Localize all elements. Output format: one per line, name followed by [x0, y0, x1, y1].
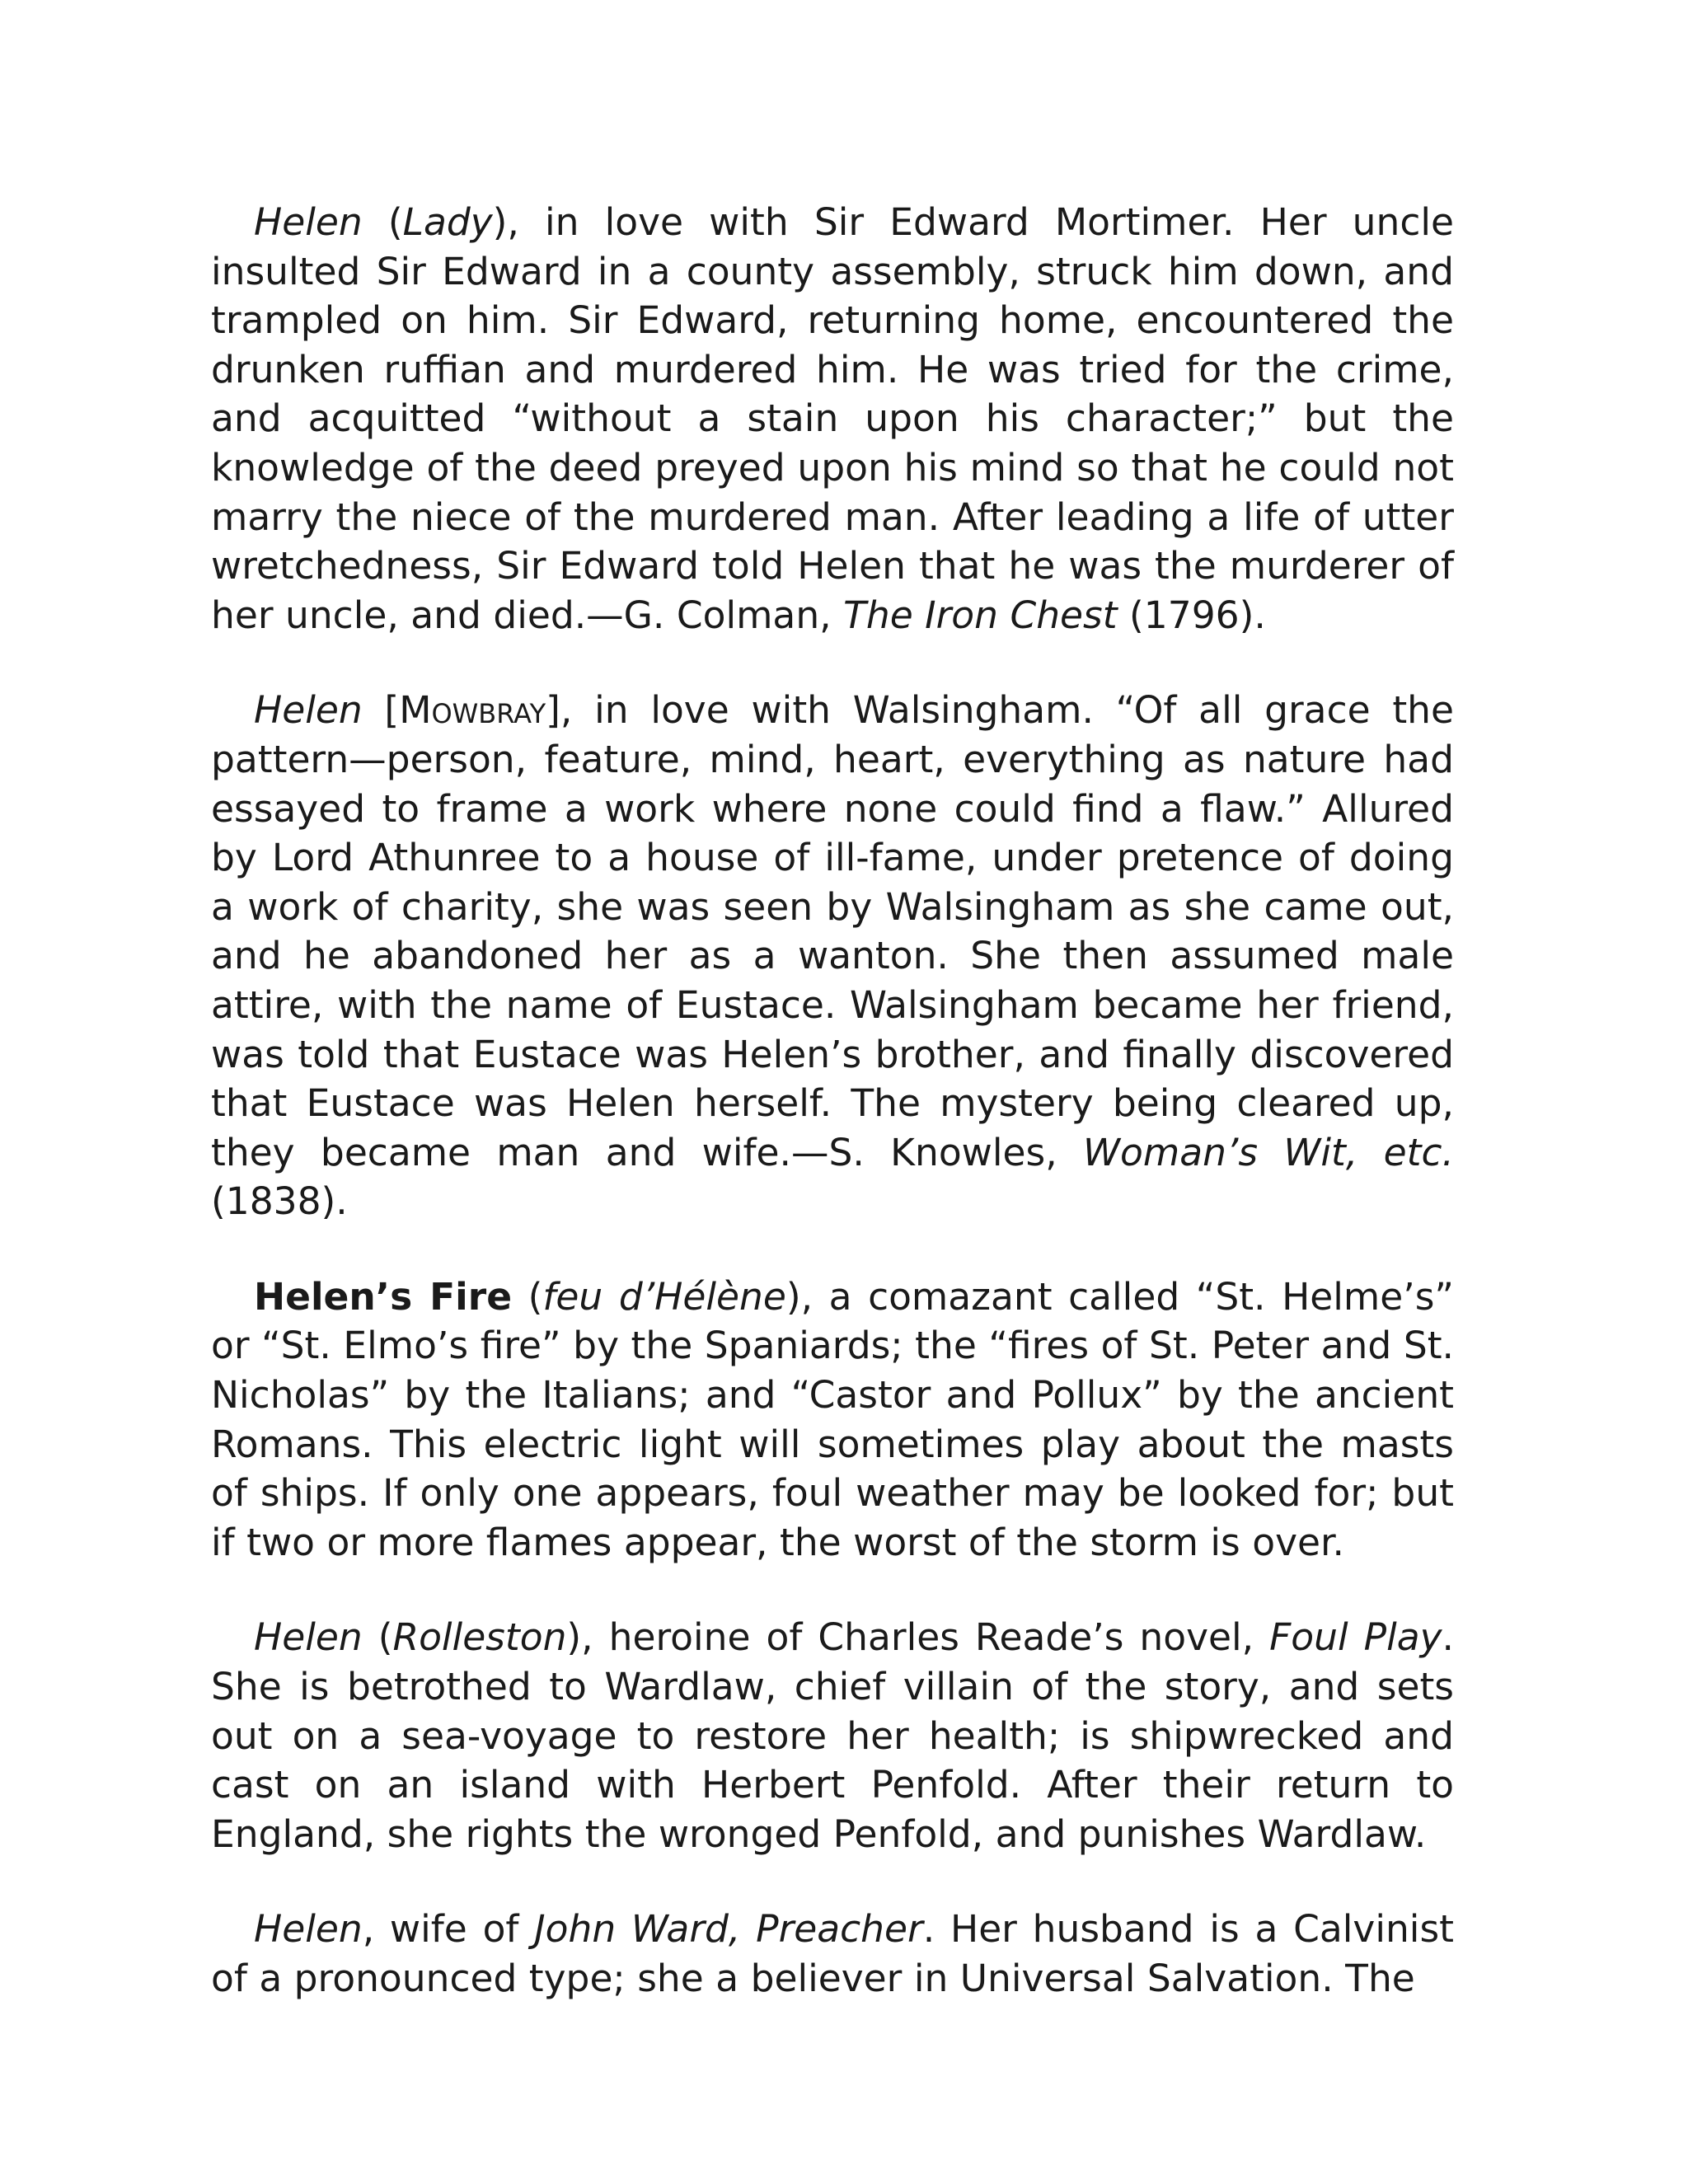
entry-text-end: . Her husband is a Calvinist of a pronounced type; she a believer in Universal Salvation. The [211, 1907, 1454, 2000]
entry-text: , in love with Walsingham. “Of all grace the pattern—person, feature, mind, heart, everything as nature had essayed to frame a work where none could find a flaw.” Allured by Lord Athunree to a house of ill-fame, under pretence of doing a work of charity, she was seen by Walsingham as she came out, and he abandoned her as a wanton. She then assumed male attire, with the name of Eustace. Walsingham became her friend, was told that Eustace was Helen’s brother, and finally discovered that Eustace was Helen herself. The mystery being cleared up, they became man and wife.—S. Knowles, [211, 688, 1454, 1174]
entry-text-end: (1796). [1117, 593, 1266, 637]
entry-qualifier: Mowbray [399, 688, 546, 733]
entry-text: , heroine of Charles Reade’s novel, [581, 1615, 1270, 1660]
entry-text-end: (1838). [211, 1179, 348, 1224]
work-title: John Ward, Preacher [534, 1907, 923, 1952]
work-title: Woman’s Wit, etc. [1083, 1130, 1454, 1174]
entry-text: , in love with Sir Edward Mortimer. Her uncle insulted Sir Edward in a county assembly, struck him down, and trampled on him. Sir Edward, returning home, encountered the drunken ruffian and murdered him. He was tried for the crime, and acquitted “without a stain upon his character;” but the knowledge of the deed preyed upon his mind so that he could not marry the niece of the murdered man. After leading a life of utter wretchedness, Sir Edward told Helen that he was the murderer of her uncle, and died.—G. Colman, [211, 200, 1455, 637]
entry-text-end: . She is betrothed to Wardlaw, chief villain of the story, and sets out on a sea-voyage to restore her health; is shipwrecked and cast on an island with Herbert Penfold. After their return to England, she rights the wronged Penfold, and punishes Wardlaw. [211, 1615, 1454, 1856]
entry-qualifier: feu d’Hélène [542, 1274, 786, 1319]
entry-helen-ward [211, 1905, 1454, 2003]
entry-headword: Helen [254, 688, 363, 733]
entry-headword: Helen’s Fire [254, 1274, 513, 1319]
work-title: The Iron Chest [843, 593, 1118, 637]
entry-headword: Helen [254, 200, 363, 244]
entry-text: , wife of [362, 1907, 535, 1952]
entry-text: , a comazant called “St. Helme’s” or “St. Elmo’s fire” by the Spaniards; the “fires of St. Peter and St. Nicholas” by the Italians; and “Castor and Pollux” by the ancient Romans. This electric light will sometimes play about the masts of ships. If only one appears, foul weather may be looked for; but if two or more flames appear, the worst of the storm is over. [211, 1274, 1454, 1564]
entry-helen-rolleston: Helen (Rolleston), heroine of Charles Reade’s novel, Foul Play. She is betrothed to Wardlaw, chief villain of the story, and sets out on a sea-voyage to restore her health; is shipwrecked and cast on an island with Herbert Penfold. After their return to England, she rights the wronged Penfold, and punishes Wardlaw. [211, 1615, 1454, 1856]
entry-helen-mowbray: Helen [Mowbray], in love with Walsingham. “Of all grace the pattern—person, feature, mind, heart, everything as nature had essayed to frame a work where none could find a flaw.” Allured by Lord Athunree to a house of ill-fame, under pretence of doing a work of charity, she was seen by Walsingham as she came out, and he abandoned her as a wanton. She then assumed male attire, with the name of Eustace. Walsingham became her friend, was told that Eustace was Helen’s brother, and finally discovered that Eustace was Helen herself. The mystery being cleared up, they became man and wife.—S. Knowles, Woman’s Wit, etc. (1838). [211, 688, 1454, 1224]
entry-qualifier: Lady [402, 200, 493, 244]
entry-headword: Helen [254, 1615, 363, 1660]
entry-helen-lady: Helen (Lady), in love with Sir Edward Mortimer. Her uncle insulted Sir Edward in a county assembly, struck him down, and trampled on him. Sir Edward, returning home, encountered the drunken ruffian and murdered him. He was tried for the crime, and acquitted “without a stain upon his character;” but the knowledge of the deed preyed upon his mind so that he could not marry the niece of the murdered man. After leading a life of utter wretchedness, Sir Edward told Helen that he was the murderer of her uncle, and died.—G. Colman, The Iron Chest (1796). [211, 200, 1455, 637]
entry-qualifier: Rolleston [392, 1615, 567, 1660]
entry-helens-fire: Helen’s Fire (feu d’Hélène), a comazant called “St. Helme’s” or “St. Elmo’s fire” by the Spaniards; the “fires of St. Peter and St. Nicholas” by the Italians; and “Castor and Pollux” by the ancient Romans. This electric light will sometimes play about the masts of ships. If only one appears, foul weather may be looked for; but if two or more flames appear, the worst of the storm is over. [211, 1274, 1454, 1564]
entry-headword: Helen [254, 1907, 363, 1952]
page-text [211, 198, 1454, 2050]
work-title: Foul Play [1269, 1615, 1442, 1660]
